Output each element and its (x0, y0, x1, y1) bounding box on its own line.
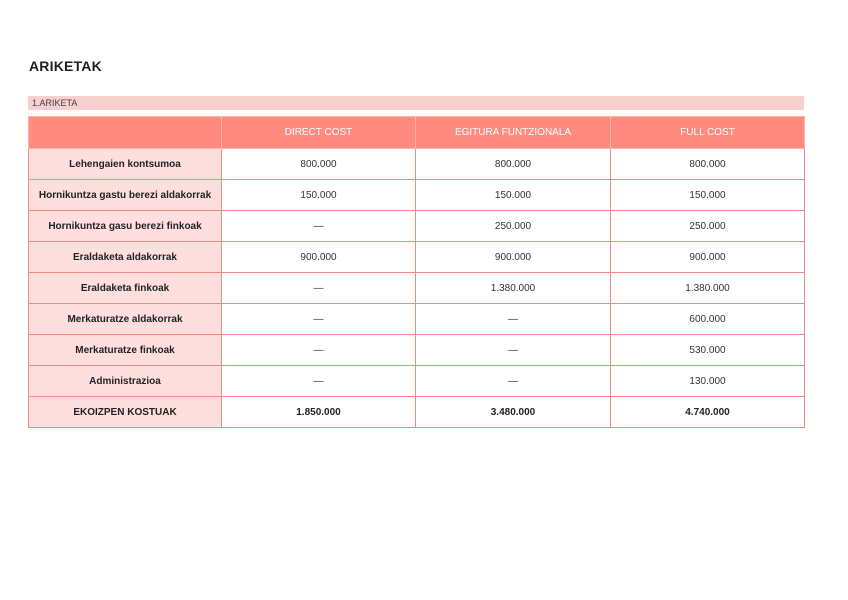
row-label: Hornikuntza gasu berezi finkoak (29, 211, 222, 242)
header-egitura-funtzionala: EGITURA FUNTZIONALA (416, 117, 611, 149)
row-label: Hornikuntza gastu berezi aldakorrak (29, 180, 222, 211)
direct-cost-cell: 150.000 (222, 180, 416, 211)
table-row (29, 335, 805, 366)
egitura-cell: — (416, 366, 611, 397)
table-row (29, 149, 805, 180)
direct-cost-cell: 900.000 (222, 242, 416, 273)
full-cost-cell: 150.000 (611, 180, 805, 211)
row-label: Administrazioa (29, 366, 222, 397)
egitura-cell: 900.000 (416, 242, 611, 273)
full-cost-cell: 1.380.000 (611, 273, 805, 304)
row-label: Lehengaien kontsumoa (29, 149, 222, 180)
full-cost-cell: 530.000 (611, 335, 805, 366)
table-row (29, 242, 805, 273)
full-cost-cell: 800.000 (611, 149, 805, 180)
direct-cost-cell: — (222, 304, 416, 335)
egitura-cell: 250.000 (416, 211, 611, 242)
table-row (29, 273, 805, 304)
direct-cost-cell: — (222, 211, 416, 242)
full-cost-cell: 130.000 (611, 366, 805, 397)
row-label: Eraldaketa finkoak (29, 273, 222, 304)
row-label: Merkaturatze finkoak (29, 335, 222, 366)
egitura-cell: 1.380.000 (416, 273, 611, 304)
direct-cost-cell: — (222, 366, 416, 397)
total-full-cost: 4.740.000 (611, 397, 805, 428)
full-cost-cell: 250.000 (611, 211, 805, 242)
cost-table (28, 116, 805, 428)
table-row (29, 304, 805, 335)
table-header-row (29, 117, 805, 149)
header-full-cost: FULL COST (611, 117, 805, 149)
full-cost-cell: 600.000 (611, 304, 805, 335)
direct-cost-cell: 800.000 (222, 149, 416, 180)
total-egitura: 3.480.000 (416, 397, 611, 428)
total-direct-cost: 1.850.000 (222, 397, 416, 428)
egitura-cell: — (416, 304, 611, 335)
section-label: 1.ARIKETA (28, 96, 804, 110)
direct-cost-cell: — (222, 273, 416, 304)
header-direct-cost: DIRECT COST (222, 117, 416, 149)
row-label: Eraldaketa aldakorrak (29, 242, 222, 273)
direct-cost-cell: — (222, 335, 416, 366)
table-row (29, 180, 805, 211)
row-label: Merkaturatze aldakorrak (29, 304, 222, 335)
table-row (29, 366, 805, 397)
header-blank-cell (29, 117, 222, 149)
total-label: EKOIZPEN KOSTUAK (29, 397, 222, 428)
egitura-cell: — (416, 335, 611, 366)
total-row (29, 397, 805, 428)
egitura-cell: 800.000 (416, 149, 611, 180)
page-title: ARIKETAK (29, 58, 102, 74)
table-row (29, 211, 805, 242)
full-cost-cell: 900.000 (611, 242, 805, 273)
egitura-cell: 150.000 (416, 180, 611, 211)
